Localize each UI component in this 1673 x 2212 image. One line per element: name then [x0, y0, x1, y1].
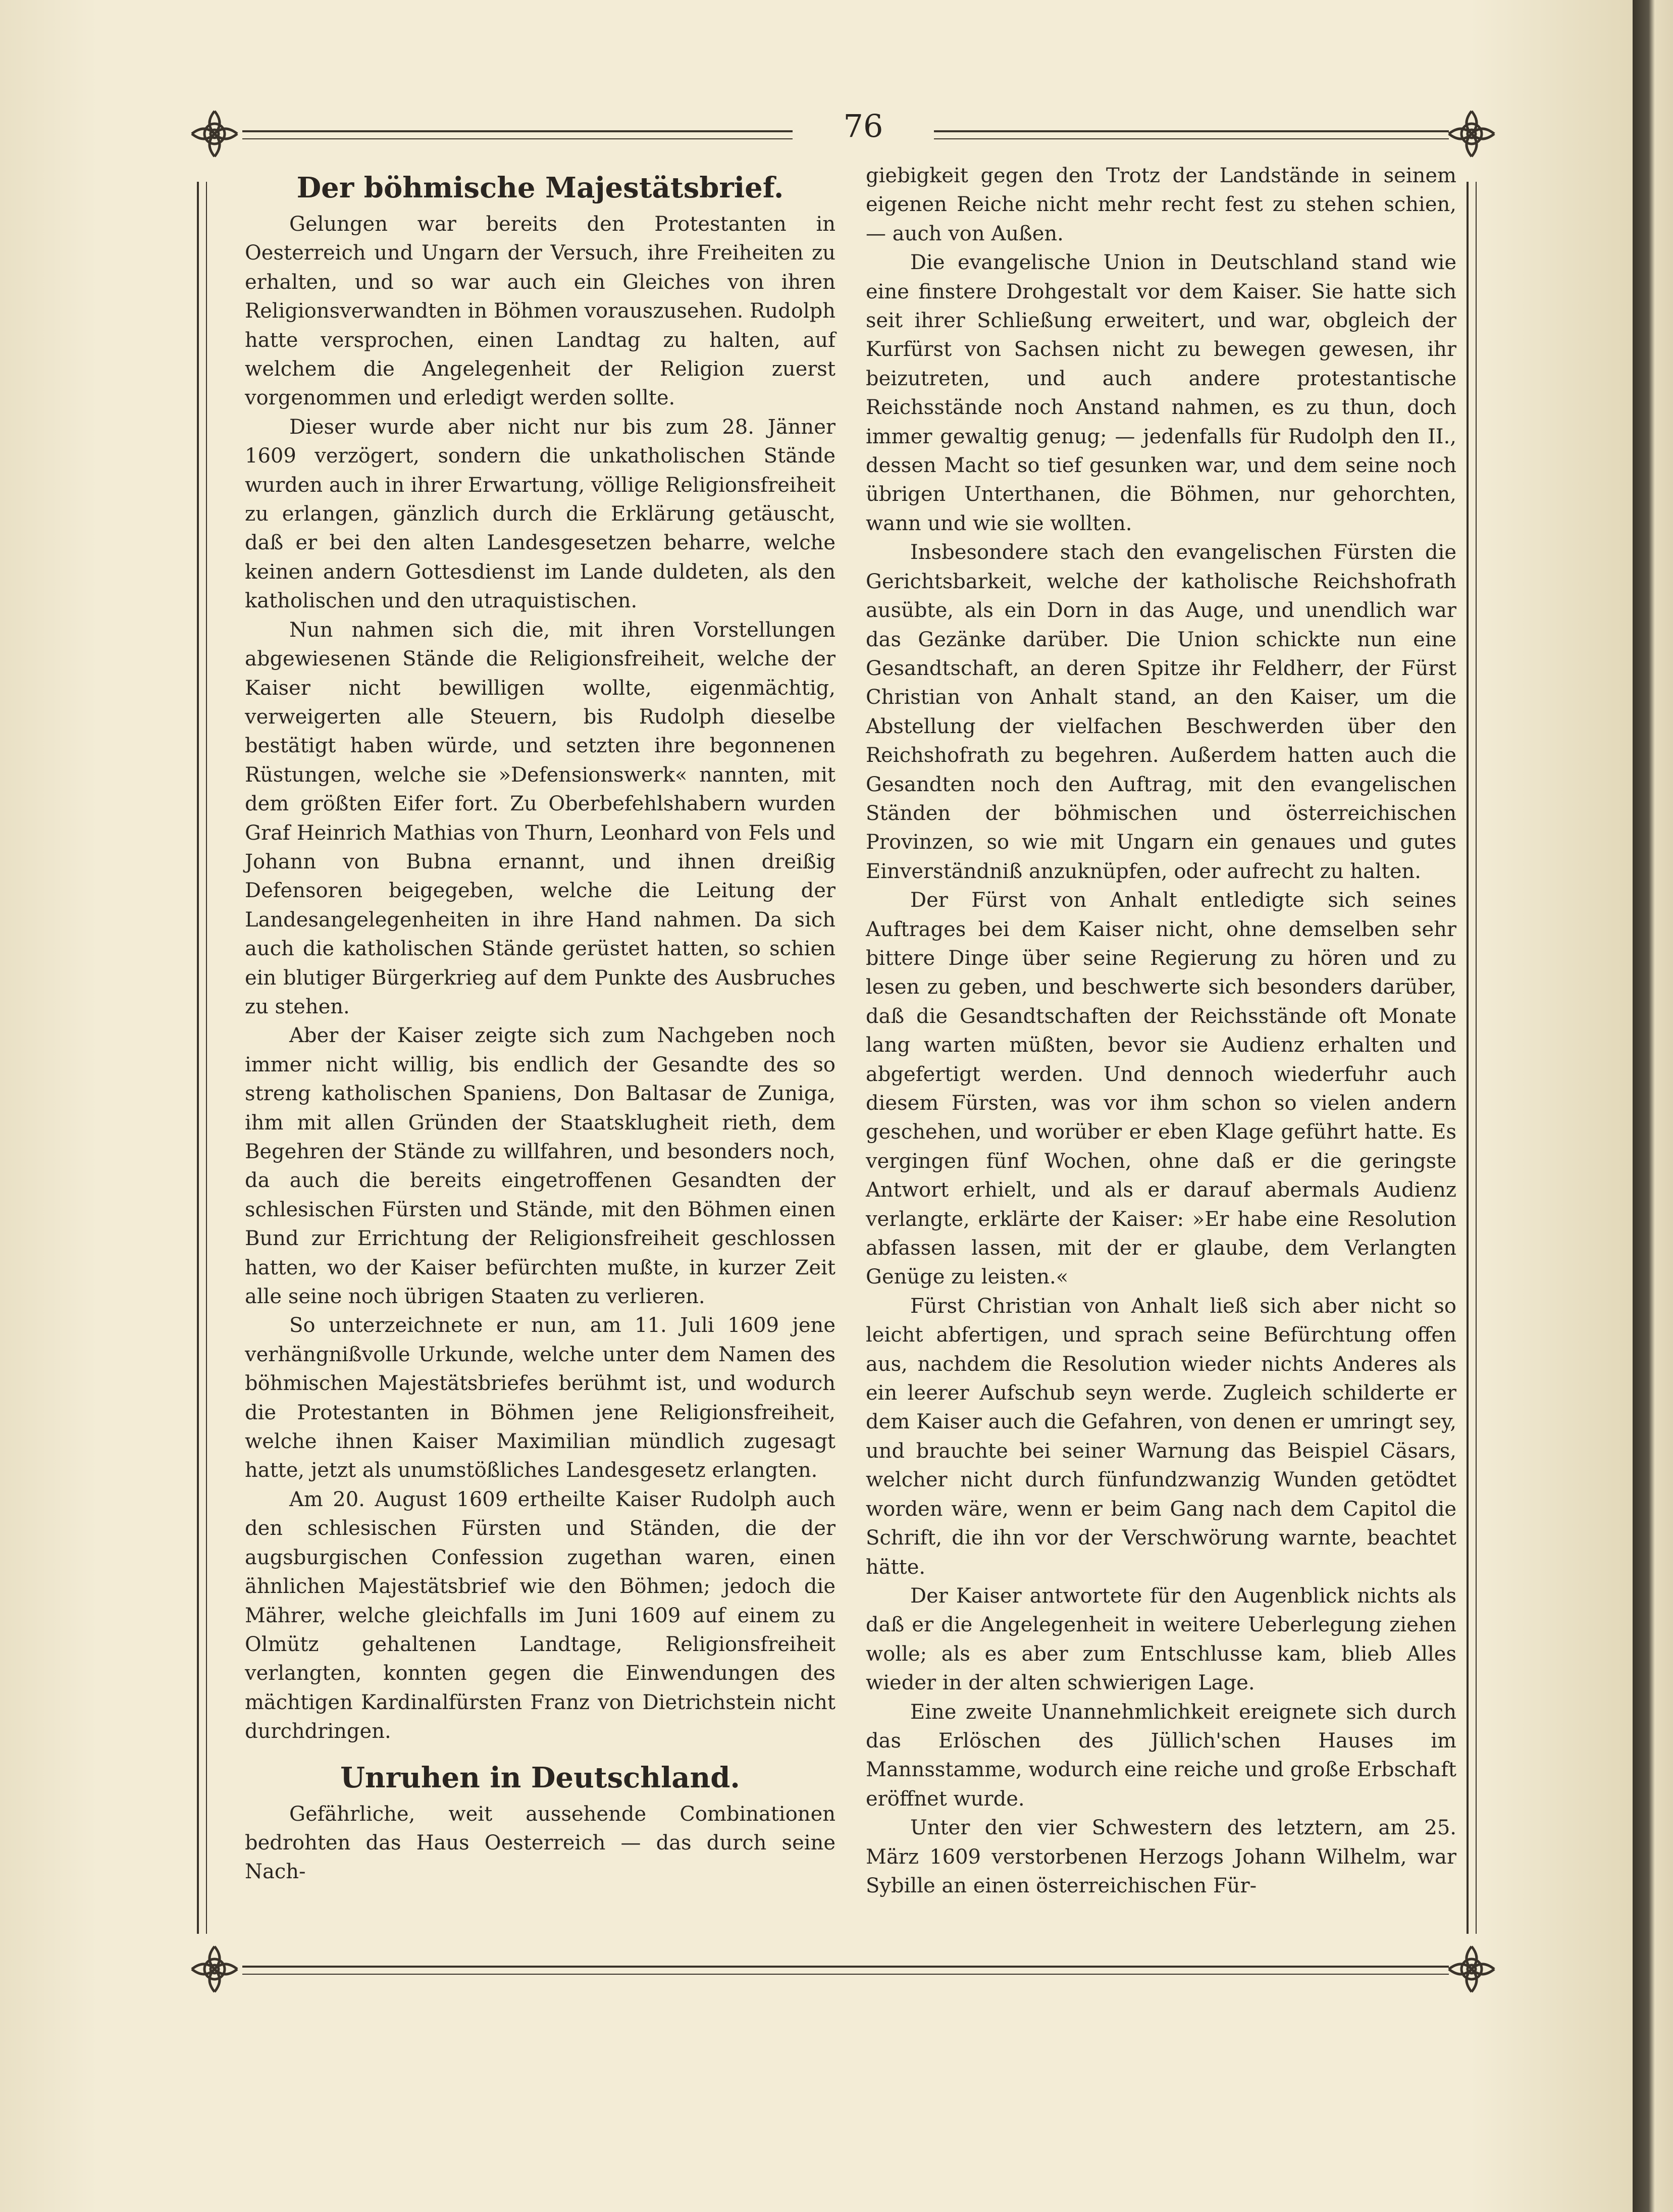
- paragraph: Fürst Christian von Anhalt ließ sich aber nicht so leicht abfertigen, und sprach seine Befürchtung offen aus, nachdem die Resolution wieder nichts Anderes als ein leerer Aufschub seyn werde. Zugleich schilderte er dem Kaiser auch die Gefahren, von denen er umringt sey, und brauchte bei seiner Warnung das Beispiel Cäsars, welcher nicht durch fünfundzwanzig Wunden getödtet worden wäre, wenn er beim Gang nach dem Capitol die Schrift, die ihn vor der Verschwörung warnte, beachtet hätte.: [866, 1294, 1456, 1579]
- paragraph: Der Fürst von Anhalt entledigte sich seines Auftrages bei dem Kaiser nicht, ohne demselben sehr bittere Dinge über seine Regierung zu hören und zu lesen zu geben, und beschwerte sich besonders darüber, daß die Gesandtschaften der Reichsstände oft Monate lang warten müßten, bevor sie Audienz erhalten und abgefertigt werden. Und dennoch wiederfuhr auch diesem Fürsten, was vor ihm schon so vielen andern geschehen, und worüber er eben Klage geführt hatte. Es vergingen fünf Wochen, ohne daß er die geringste Antwort erhielt, und als er darauf abermals Audienz verlangte, erklärte der Kaiser: »Er habe eine Resolution abfassen lassen, mit der er glaube, dem Verlangten Genüge zu leisten.«: [866, 889, 1456, 1289]
- page-number: 76: [843, 108, 883, 144]
- paragraph: Insbesondere stach den evangelischen Fürsten die Gerichtsbarkeit, welche der katholische Reichshofrath ausübte, als ein Dorn in das Auge, und unendlich war das Gezänke darüber. Die Union schickte nun eine Gesandtschaft, an deren Spitze ihr Feldherr, der Fürst Christian von Anhalt stand, an den Kaiser, um die Abstellung der vielfachen Beschwerden über den Reichshofrath zu begehren. Außerdem hatten auch die Gesandten noch den Auftrag, mit den evangelischen Ständen der böhmischen und österreichischen Provinzen, so wie mit Ungarn ein genaues und gutes Einverständniß anzuknüpfen, oder aufrecht zu halten.: [866, 541, 1456, 883]
- top-rule-left: [242, 130, 793, 139]
- corner-ornament-icon: [1444, 106, 1499, 162]
- right-frame-border: [1467, 182, 1477, 1934]
- paragraph: Die evangelische Union in Deutschland stand wie eine finstere Drohgestalt vor dem Kaiser. Sie hatte sich seit ihrer Schließung erweitert, und war, obgleich der Kurfürst von Sachsen nicht zu bewegen gewesen, ihr beizutreten, und auch andere protestantische Reichsstände noch Anstand nahmen, es zu thun, doch immer gewaltig genug; — jedenfalls für Rudolph den II., dessen Macht so tief gesunken war, und dem seine noch übrigen Unterthanen, die Böhmen, nur gehorchten, wann und wie sie wollten.: [866, 251, 1456, 535]
- paragraph: Dieser wurde aber nicht nur bis zum 28. Jänner 1609 verzögert, sondern die unkatholischen Stände wurden auch in ihrer Erwartung, völlige Religionsfreiheit zu erlangen, gänzlich durch die Erklärung getäuscht, daß er bei den alten Landesgesetzen beharre, welche keinen andern Gottesdienst im Lande duldeten, als den katholischen und den utraquistischen.: [245, 415, 835, 613]
- section-heading: Der böhmische Majestätsbrief.: [296, 171, 784, 204]
- paragraph-continuation: giebigkeit gegen den Trotz der Landstände in seinem eigenen Reiche nicht mehr recht fest zu stehen schien, — auch von Außen.: [866, 164, 1456, 245]
- section-heading: Unruhen in Deutschland.: [340, 1761, 740, 1794]
- top-rule-right: [934, 130, 1449, 139]
- paragraph: Der Kaiser antwortete für den Augenblick nichts als daß er die Angelegenheit in weitere Ueberlegung ziehen wolle; als es aber zum Entschlusse kam, blieb Alles wieder in der alten schwierigen Lage.: [866, 1584, 1456, 1695]
- paragraph: Unter den vier Schwestern des letztern, am 25. März 1609 verstorbenen Herzogs Johann Wilhelm, war Sybille an einen österreichischen Für-: [866, 1816, 1456, 1897]
- paragraph: So unterzeichnete er nun, am 11. Juli 1609 jene verhängnißvolle Urkunde, welche unter dem Namen des böhmischen Majestätsbriefes berühmt ist, und wodurch die Protestanten in Böhmen jene Religionsfreiheit, welche ihnen Kaiser Maximilian mündlich zugesagt hatte, jetzt als unumstößliches Landesgesetz erlangten.: [245, 1314, 835, 1482]
- left-frame-border: [197, 182, 207, 1934]
- corner-ornament-icon: [187, 106, 242, 162]
- book-spine: [1633, 0, 1673, 2212]
- paragraph: Gefährliche, weit aussehende Combinationen bedrohten das Haus Oesterreich — das durch seine Nach-: [245, 1802, 835, 1884]
- corner-ornament-icon: [1444, 1941, 1499, 1997]
- paragraph: Nun nahmen sich die, mit ihren Vorstellungen abgewiesenen Stände die Religionsfreiheit, welche der Kaiser nicht bewilligen wollte, eigenmächtig, verweigerten alle Steuern, bis Rudolph dieselbe bestätigt haben würde, und setzten ihre begonnenen Rüstungen, welche sie »Defensionswerk« nannten, mit dem größten Eifer fort. Zu Oberbefehlshabern wurden Graf Heinrich Mathias von Thurn, Leonhard von Fels und Johann von Bubna ernannt, und ihnen dreißig Defensoren beigegeben, welche die Leitung der Landesangelegenheiten in ihre Hand nahmen. Da sich auch die katholischen Stände gerüstet hatten, so schien ein blutiger Bürgerkrieg auf dem Punkte des Ausbruches zu stehen.: [245, 618, 835, 1018]
- paragraph: Aber der Kaiser zeigte sich zum Nachgeben noch immer nicht willig, bis endlich der Gesandte des so streng katholischen Spaniens, Don Baltasar de Zuniga, ihm mit allen Gründen der Staatsklugheit rieth, dem Begehren der Stände zu willfahren, und besonders noch, da auch die bereits eingetroffenen Gesandten der schlesischen Fürsten und Stände, mit den Böhmen einen Bund zur Errichtung der Religionsfreiheit geschlossen hatten, wo der Kaiser befürchten mußte, in kurzer Zeit alle seine noch übrigen Staaten zu verlieren.: [245, 1024, 835, 1309]
- bottom-rule: [242, 1966, 1449, 1975]
- right-column: [866, 162, 1456, 1900]
- corner-ornament-icon: [187, 1941, 242, 1997]
- paragraph: Eine zweite Unannehmlichkeit ereignete sich durch das Erlöschen des Jüllich'schen Hauses im Mannsstamme, wodurch eine reiche und große Erbschaft eröffnet wurde.: [866, 1700, 1456, 1811]
- paragraph: Gelungen war bereits den Protestanten in Oesterreich und Ungarn der Versuch, ihre Freiheiten zu erhalten, und so war auch ein Gleiches von ihren Religionsverwandten in Böhmen vorauszusehen. Rudolph hatte versprochen, einen Landtag zu halten, auf welchem die Angelegenheit der Religion zuerst vorgenommen und erledigt werden sollte.: [245, 213, 835, 410]
- left-column: [245, 162, 835, 1887]
- paragraph: Am 20. August 1609 ertheilte Kaiser Rudolph auch den schlesischen Fürsten und Ständen, die der augsburgischen Confession zugethan waren, einen ähnlichen Majestätsbrief wie den Böhmen; jedoch die Mährer, welche gleichfalls im Juni 1609 auf einem zu Olmütz gehaltenen Landtage, Religionsfreiheit verlangten, konnten gegen die Einwendungen des mächtigen Kardinalfürsten Franz von Dietrichstein nicht durchdringen.: [245, 1487, 835, 1743]
